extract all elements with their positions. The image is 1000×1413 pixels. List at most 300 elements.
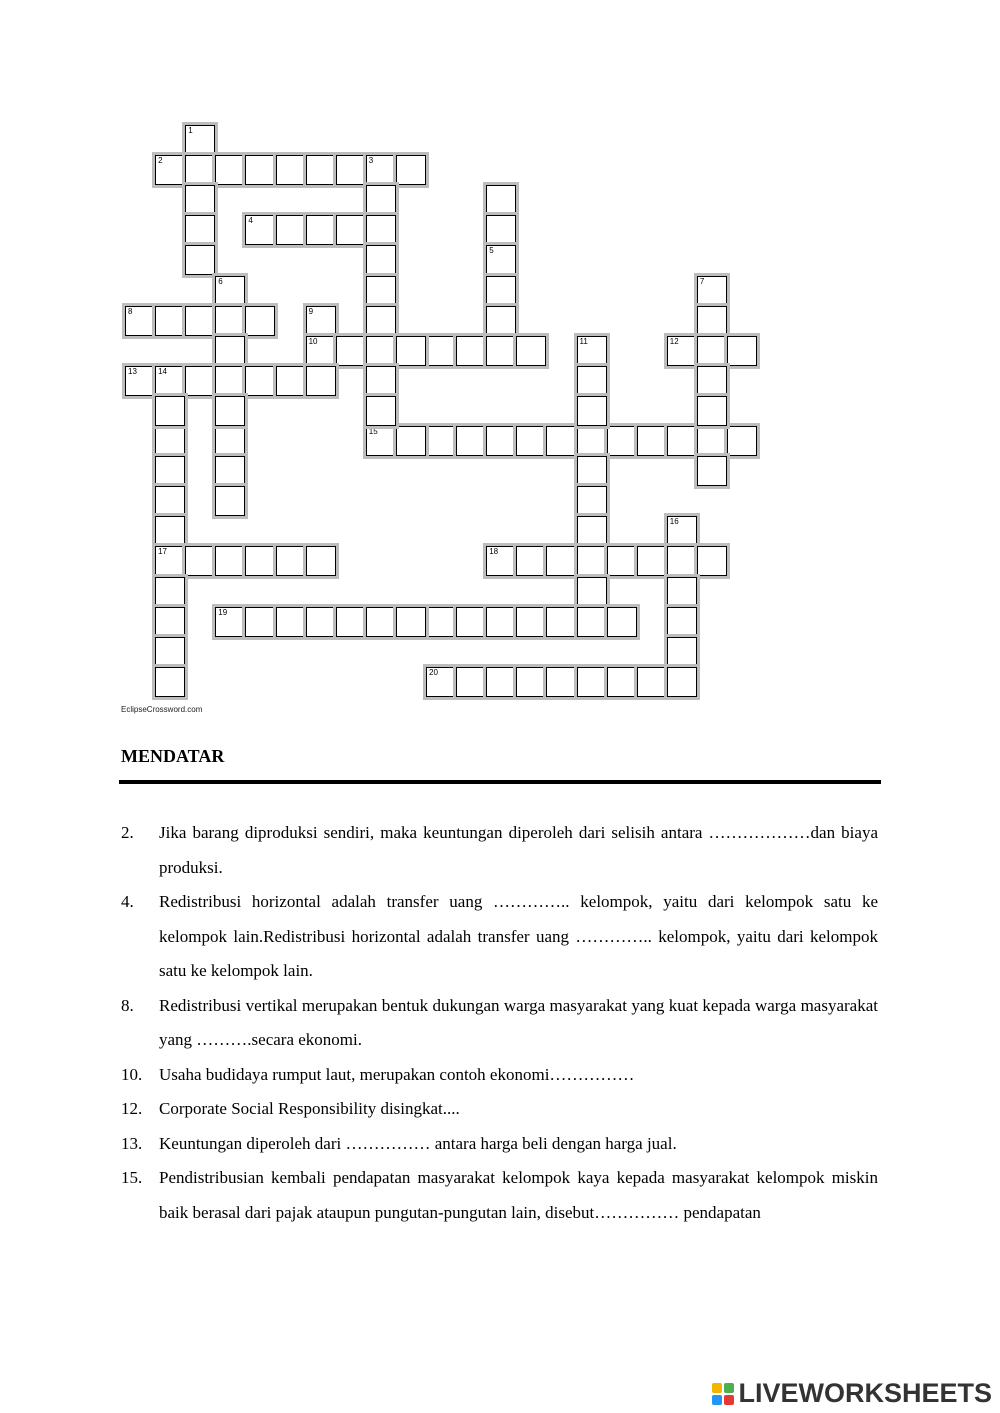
clue-text: Jika barang diproduksi sendiri, maka keuntungan diperoleh dari selisih antara ………………dan biaya produksi. <box>159 823 878 877</box>
crossword-cell-input[interactable] <box>698 277 726 305</box>
crossword-cell-input[interactable] <box>186 156 214 184</box>
crossword-cell[interactable] <box>697 426 727 456</box>
crossword-cell[interactable] <box>185 125 215 155</box>
crossword-cell[interactable] <box>607 546 637 576</box>
crossword-cell[interactable] <box>215 426 245 456</box>
crossword-cell-input[interactable] <box>638 427 666 455</box>
crossword-cell[interactable] <box>637 426 667 456</box>
crossword-cell[interactable] <box>667 577 697 607</box>
crossword-cell[interactable] <box>215 486 245 516</box>
crossword-cell[interactable] <box>426 336 456 366</box>
crossword-cell[interactable] <box>577 366 607 396</box>
crossword-cell-input[interactable] <box>578 487 606 515</box>
crossword-cell[interactable] <box>306 306 336 336</box>
crossword-cell[interactable] <box>426 607 456 637</box>
crossword-cell-input[interactable] <box>487 307 515 335</box>
crossword-cell[interactable] <box>215 155 245 185</box>
crossword-cell[interactable] <box>697 306 727 336</box>
crossword-cell-input[interactable] <box>367 307 395 335</box>
crossword-cell-input[interactable] <box>668 608 696 636</box>
crossword-cell[interactable] <box>185 215 215 245</box>
crossword-cell-input[interactable] <box>367 216 395 244</box>
crossword-cell-input[interactable] <box>698 307 726 335</box>
crossword-cell-input[interactable] <box>216 277 244 305</box>
crossword-cell[interactable] <box>245 306 275 336</box>
crossword-cell-input[interactable] <box>367 186 395 214</box>
crossword-cell-input[interactable] <box>427 608 455 636</box>
clue-item <box>121 885 878 989</box>
crossword-cell-input[interactable] <box>578 427 606 455</box>
crossword-cell-input[interactable] <box>277 367 305 395</box>
crossword-cell[interactable] <box>396 426 426 456</box>
crossword-cell[interactable] <box>155 396 185 426</box>
crossword-cell-input[interactable] <box>156 397 184 425</box>
crossword-cell[interactable] <box>577 486 607 516</box>
clue-text: Corporate Social Responsibility disingkat.... <box>159 1099 460 1118</box>
crossword-cell[interactable] <box>215 336 245 366</box>
crossword-cell[interactable] <box>276 366 306 396</box>
crossword-cell[interactable] <box>245 155 275 185</box>
crossword-cell-input[interactable] <box>307 307 335 335</box>
crossword-cell-input[interactable] <box>337 216 365 244</box>
crossword-cell[interactable] <box>276 155 306 185</box>
crossword-cell[interactable] <box>426 667 456 697</box>
crossword-cell[interactable] <box>577 516 607 546</box>
crossword-cell-input[interactable] <box>698 337 726 365</box>
crossword-cell[interactable] <box>577 426 607 456</box>
crossword-cell-input[interactable] <box>156 487 184 515</box>
clue-number-label: 13 <box>128 366 137 376</box>
crossword-cell[interactable] <box>516 426 546 456</box>
crossword-cell-input[interactable] <box>337 337 365 365</box>
crossword-cell-input[interactable] <box>156 517 184 545</box>
crossword-cell[interactable] <box>667 667 697 697</box>
crossword-cell-input[interactable] <box>216 307 244 335</box>
crossword-cell-input[interactable] <box>728 427 756 455</box>
crossword-cell-input[interactable] <box>487 547 515 575</box>
crossword-cell-input[interactable] <box>216 547 244 575</box>
crossword-cell[interactable] <box>396 155 426 185</box>
crossword-cell[interactable] <box>396 336 426 366</box>
crossword-cell-input[interactable] <box>246 156 274 184</box>
crossword-cell[interactable] <box>185 306 215 336</box>
crossword-cell-input[interactable] <box>186 216 214 244</box>
crossword-cell-input[interactable] <box>397 608 425 636</box>
clue-number-label: 3 <box>368 156 374 166</box>
crossword-cell-input[interactable] <box>397 337 425 365</box>
crossword-cell-input[interactable] <box>367 427 395 455</box>
crossword-cell[interactable] <box>155 486 185 516</box>
crossword-cell[interactable] <box>276 607 306 637</box>
crossword-cell-input[interactable] <box>698 397 726 425</box>
crossword-cell[interactable] <box>185 546 215 576</box>
crossword-cell-input[interactable] <box>427 668 455 696</box>
crossword-cell-input[interactable] <box>638 668 666 696</box>
crossword-cell[interactable] <box>336 155 366 185</box>
crossword-cell-input[interactable] <box>156 668 184 696</box>
crossword-cell[interactable] <box>215 546 245 576</box>
crossword-cell-input[interactable] <box>367 397 395 425</box>
clue-number-label: 10 <box>308 336 318 346</box>
crossword-cell[interactable] <box>336 336 366 366</box>
crossword-cell-input[interactable] <box>457 427 485 455</box>
crossword-cell[interactable] <box>276 215 306 245</box>
clue-number: 2. <box>121 823 134 842</box>
crossword-cell[interactable] <box>516 667 546 697</box>
crossword-cell-input[interactable] <box>216 397 244 425</box>
crossword-cell-input[interactable] <box>246 216 274 244</box>
crossword-cell-input[interactable] <box>487 608 515 636</box>
crossword-cell-input[interactable] <box>578 457 606 485</box>
crossword-cell-input[interactable] <box>156 367 184 395</box>
crossword-cell[interactable] <box>697 396 727 426</box>
crossword-cell[interactable] <box>697 366 727 396</box>
crossword-cell[interactable] <box>366 185 396 215</box>
clue-number-label: 1 <box>188 126 193 135</box>
clue-number-label: 7 <box>699 276 705 286</box>
crossword-cell[interactable] <box>306 366 336 396</box>
crossword-cell[interactable] <box>456 667 486 697</box>
crossword-cell-input[interactable] <box>547 668 575 696</box>
crossword-cell[interactable] <box>546 546 576 576</box>
crossword-cell[interactable] <box>185 245 215 275</box>
crossword-cell-input[interactable] <box>487 186 515 214</box>
crossword-cell-input[interactable] <box>578 668 606 696</box>
crossword-cell-input[interactable] <box>668 427 696 455</box>
crossword-cell[interactable] <box>486 667 516 697</box>
crossword-cell-input[interactable] <box>307 608 335 636</box>
clue-number-label: 8 <box>128 306 133 316</box>
crossword-cell[interactable] <box>366 396 396 426</box>
crossword-cell[interactable] <box>155 456 185 486</box>
crossword-cell[interactable] <box>607 607 637 637</box>
crossword-cell[interactable] <box>306 155 336 185</box>
crossword-cell[interactable] <box>486 426 516 456</box>
crossword-cell-input[interactable] <box>186 186 214 214</box>
crossword-cell[interactable] <box>155 155 185 185</box>
crossword-cell-input[interactable] <box>277 216 305 244</box>
crossword-cell[interactable] <box>215 456 245 486</box>
crossword-cell[interactable] <box>185 185 215 215</box>
crossword-cell-input[interactable] <box>698 547 726 575</box>
crossword-cell-input[interactable] <box>216 337 244 365</box>
crossword-cell[interactable] <box>486 607 516 637</box>
crossword-cell[interactable] <box>366 366 396 396</box>
crossword-cell[interactable] <box>486 185 516 215</box>
crossword-cell-input[interactable] <box>246 307 274 335</box>
clue-list <box>121 816 878 1230</box>
crossword-cell-input[interactable] <box>186 126 214 154</box>
crossword-cell[interactable] <box>607 426 637 456</box>
crossword-cell[interactable] <box>155 306 185 336</box>
crossword-cell[interactable] <box>456 426 486 456</box>
crossword-cell-input[interactable] <box>216 487 244 515</box>
crossword-cell-input[interactable] <box>216 367 244 395</box>
crossword-cell[interactable] <box>155 667 185 697</box>
clue-number: 10. <box>121 1064 143 1084</box>
crossword-cell[interactable] <box>727 426 757 456</box>
crossword-cell-input[interactable] <box>367 367 395 395</box>
crossword-cell-input[interactable] <box>517 547 545 575</box>
crossword-cell[interactable] <box>245 607 275 637</box>
crossword-cell[interactable] <box>155 607 185 637</box>
crossword-cell-input[interactable] <box>668 337 696 365</box>
crossword-cell[interactable] <box>486 306 516 336</box>
crossword-cell-input[interactable] <box>216 457 244 485</box>
crossword-cell[interactable] <box>336 215 366 245</box>
crossword-cell[interactable] <box>366 607 396 637</box>
crossword-cell[interactable] <box>366 215 396 245</box>
crossword-cell[interactable] <box>667 516 697 546</box>
clue-item <box>121 989 878 1058</box>
crossword-cell-input[interactable] <box>156 608 184 636</box>
crossword-cell[interactable] <box>667 637 697 667</box>
crossword-cell[interactable] <box>215 306 245 336</box>
crossword-cell[interactable] <box>185 366 215 396</box>
crossword-cell[interactable] <box>486 336 516 366</box>
clue-text: Pendistribusian kembali pendapatan masyarakat kelompok kaya kepada masyarakat kelompok miskin baik berasal dari pajak ataupun pungutan-pungutan lain, disebut…………… pendapatan <box>159 1168 878 1222</box>
clue-number-label: 17 <box>158 547 167 557</box>
crossword-cell[interactable] <box>215 276 245 306</box>
crossword-cell-input[interactable] <box>608 608 636 636</box>
crossword-cell-input[interactable] <box>307 216 335 244</box>
crossword-cell-input[interactable] <box>668 668 696 696</box>
crossword-cell[interactable] <box>155 366 185 396</box>
crossword-cell[interactable] <box>155 637 185 667</box>
crossword-cell[interactable] <box>516 336 546 366</box>
crossword-cell-input[interactable] <box>186 547 214 575</box>
crossword-cell-input[interactable] <box>668 517 696 545</box>
crossword-cell[interactable] <box>486 245 516 275</box>
crossword-cell[interactable] <box>456 607 486 637</box>
crossword-cell[interactable] <box>336 607 366 637</box>
crossword-cell[interactable] <box>426 426 456 456</box>
crossword-cell[interactable] <box>486 276 516 306</box>
crossword-cell-input[interactable] <box>307 547 335 575</box>
crossword-cell-input[interactable] <box>397 427 425 455</box>
crossword-cell-input[interactable] <box>397 156 425 184</box>
crossword-cell[interactable] <box>577 607 607 637</box>
crossword-cell[interactable] <box>215 366 245 396</box>
crossword-cell-input[interactable] <box>307 337 335 365</box>
crossword-cell[interactable] <box>125 306 155 336</box>
crossword-cell-input[interactable] <box>246 547 274 575</box>
crossword-cell-input[interactable] <box>578 578 606 606</box>
crossword-cell[interactable] <box>306 607 336 637</box>
clue-number-label: 9 <box>308 306 314 316</box>
crossword-cell-input[interactable] <box>216 156 244 184</box>
crossword-cell[interactable] <box>245 546 275 576</box>
crossword-cell[interactable] <box>456 336 486 366</box>
crossword-cell[interactable] <box>155 546 185 576</box>
crossword-cell[interactable] <box>577 546 607 576</box>
crossword-cell-input[interactable] <box>126 307 154 335</box>
crossword-cell-input[interactable] <box>367 277 395 305</box>
crossword-cell-input[interactable] <box>487 246 515 274</box>
crossword-cell-input[interactable] <box>156 307 184 335</box>
crossword-cell-input[interactable] <box>186 307 214 335</box>
logo-square <box>724 1395 734 1405</box>
clue-item <box>121 816 878 885</box>
crossword-cell[interactable] <box>125 366 155 396</box>
crossword-cell-input[interactable] <box>487 216 515 244</box>
crossword-cell[interactable] <box>577 396 607 426</box>
crossword-cell-input[interactable] <box>668 638 696 666</box>
clue-text: Redistribusi horizontal adalah transfer uang ………….. kelompok, yaitu dari kelompok satu ke kelompok lain.Redistribusi horizontal adalah transfer uang ………….. kelompok, yaitu dari kelompok satu ke kelompok lain. <box>159 892 878 980</box>
crossword-cell[interactable] <box>667 546 697 576</box>
crossword-cell[interactable] <box>577 336 607 366</box>
crossword-cell-input[interactable] <box>427 337 455 365</box>
crossword-cell-input[interactable] <box>698 367 726 395</box>
crossword-cell[interactable] <box>306 546 336 576</box>
crossword-cell[interactable] <box>366 426 396 456</box>
crossword-cell-input[interactable] <box>578 367 606 395</box>
crossword-cell-input[interactable] <box>156 547 184 575</box>
crossword-cell-input[interactable] <box>246 367 274 395</box>
crossword-cell-input[interactable] <box>728 337 756 365</box>
crossword-cell-input[interactable] <box>277 547 305 575</box>
crossword-cell[interactable] <box>546 667 576 697</box>
clue-number-label: 12 <box>669 336 679 346</box>
crossword-cell[interactable] <box>366 245 396 275</box>
crossword-cell-input[interactable] <box>668 547 696 575</box>
crossword-cell-input[interactable] <box>156 427 184 455</box>
crossword-cell-input[interactable] <box>457 337 485 365</box>
crossword-cell-input[interactable] <box>457 668 485 696</box>
crossword-cell[interactable] <box>486 546 516 576</box>
crossword-cell-input[interactable] <box>156 638 184 666</box>
crossword-cell-input[interactable] <box>578 547 606 575</box>
crossword-cell[interactable] <box>306 215 336 245</box>
crossword-cell-input[interactable] <box>578 608 606 636</box>
crossword-cell-input[interactable] <box>547 547 575 575</box>
crossword-cell-input[interactable] <box>578 337 606 365</box>
crossword-cell[interactable] <box>577 577 607 607</box>
crossword-cell[interactable] <box>637 546 667 576</box>
crossword-cell-input[interactable] <box>517 427 545 455</box>
crossword-cell[interactable] <box>577 456 607 486</box>
brand-name: LIVEWORKSHEETS <box>738 1378 992 1408</box>
crossword-cell-input[interactable] <box>246 608 274 636</box>
crossword-cell-input[interactable] <box>367 608 395 636</box>
clue-item <box>121 1127 878 1162</box>
clue-number: 13. <box>121 1133 143 1153</box>
crossword-cell[interactable] <box>306 336 336 366</box>
crossword-cell-input[interactable] <box>367 337 395 365</box>
crossword-cell[interactable] <box>637 667 667 697</box>
crossword-cell-input[interactable] <box>337 608 365 636</box>
crossword-cell[interactable] <box>155 516 185 546</box>
crossword-cell-input[interactable] <box>277 608 305 636</box>
crossword-cell[interactable] <box>155 426 185 456</box>
crossword-cell-input[interactable] <box>547 608 575 636</box>
crossword-cell-input[interactable] <box>578 517 606 545</box>
crossword-cell-input[interactable] <box>517 608 545 636</box>
crossword-cell[interactable] <box>546 426 576 456</box>
clue-item <box>121 1058 878 1093</box>
crossword-cell-input[interactable] <box>487 668 515 696</box>
crossword-cell-input[interactable] <box>186 246 214 274</box>
crossword-cell-input[interactable] <box>608 668 636 696</box>
clue-number-label: 19 <box>218 607 228 617</box>
clue-number: 8. <box>121 995 134 1015</box>
crossword-cell[interactable] <box>185 155 215 185</box>
crossword-cell-input[interactable] <box>608 427 636 455</box>
clue-number-label: 15 <box>368 427 378 436</box>
crossword-cell-input[interactable] <box>487 427 515 455</box>
crossword-cell[interactable] <box>667 336 697 366</box>
clue-number-label: 11 <box>579 336 588 346</box>
crossword-cell[interactable] <box>516 546 546 576</box>
crossword-cell-input[interactable] <box>517 668 545 696</box>
crossword-cell-input[interactable] <box>487 277 515 305</box>
crossword-cell[interactable] <box>486 215 516 245</box>
crossword-cell-input[interactable] <box>307 367 335 395</box>
crossword-cell-input[interactable] <box>698 427 726 455</box>
crossword-cell[interactable] <box>516 607 546 637</box>
crossword-cell-input[interactable] <box>216 427 244 455</box>
crossword-cell-input[interactable] <box>367 246 395 274</box>
crossword-cell[interactable] <box>366 276 396 306</box>
crossword-cell[interactable] <box>245 215 275 245</box>
crossword-cell[interactable] <box>577 667 607 697</box>
crossword-cell[interactable] <box>546 607 576 637</box>
crossword-cell-input[interactable] <box>487 337 515 365</box>
crossword-cell[interactable] <box>245 366 275 396</box>
crossword-cell-input[interactable] <box>156 578 184 606</box>
crossword-cell-input[interactable] <box>638 547 666 575</box>
crossword-cell[interactable] <box>366 336 396 366</box>
crossword-cell-input[interactable] <box>186 367 214 395</box>
crossword-cell-input[interactable] <box>427 427 455 455</box>
clue-item <box>121 1092 878 1127</box>
clue-text: Usaha budidaya rumput laut, merupakan contoh ekonomi…………… <box>159 1064 635 1084</box>
crossword-cell[interactable] <box>366 306 396 336</box>
crossword-cell-input[interactable] <box>668 578 696 606</box>
crossword-cell[interactable] <box>366 155 396 185</box>
crossword-cell[interactable] <box>697 546 727 576</box>
crossword-cell-input[interactable] <box>156 457 184 485</box>
crossword-cell-input[interactable] <box>156 156 184 184</box>
clue-number-label: 20 <box>429 667 438 677</box>
crossword-cell[interactable] <box>727 336 757 366</box>
crossword-cell-input[interactable] <box>367 156 395 184</box>
crossword-cell-input[interactable] <box>337 156 365 184</box>
crossword-cell[interactable] <box>396 607 426 637</box>
crossword-cell[interactable] <box>667 607 697 637</box>
crossword-cell-input[interactable] <box>307 156 335 184</box>
crossword-cell-input[interactable] <box>578 397 606 425</box>
crossword-cell-input[interactable] <box>216 608 244 636</box>
clue-number: 12. <box>121 1099 143 1118</box>
crossword-cell-input[interactable] <box>547 427 575 455</box>
crossword-cell[interactable] <box>276 546 306 576</box>
crossword-cell-input[interactable] <box>457 608 485 636</box>
crossword-cell-input[interactable] <box>277 156 305 184</box>
crossword-cell[interactable] <box>697 456 727 486</box>
crossword-cell[interactable] <box>607 667 637 697</box>
crossword-cell-input[interactable] <box>126 367 154 395</box>
crossword-cell-input[interactable] <box>517 337 545 365</box>
crossword-cell[interactable] <box>155 577 185 607</box>
crossword-cell[interactable] <box>697 336 727 366</box>
crossword-cell[interactable] <box>697 276 727 306</box>
crossword-cell[interactable] <box>215 396 245 426</box>
crossword-cell[interactable] <box>667 426 697 456</box>
crossword-cell-input[interactable] <box>698 457 726 485</box>
crossword-cell-input[interactable] <box>608 547 636 575</box>
crossword-cell[interactable] <box>215 607 245 637</box>
